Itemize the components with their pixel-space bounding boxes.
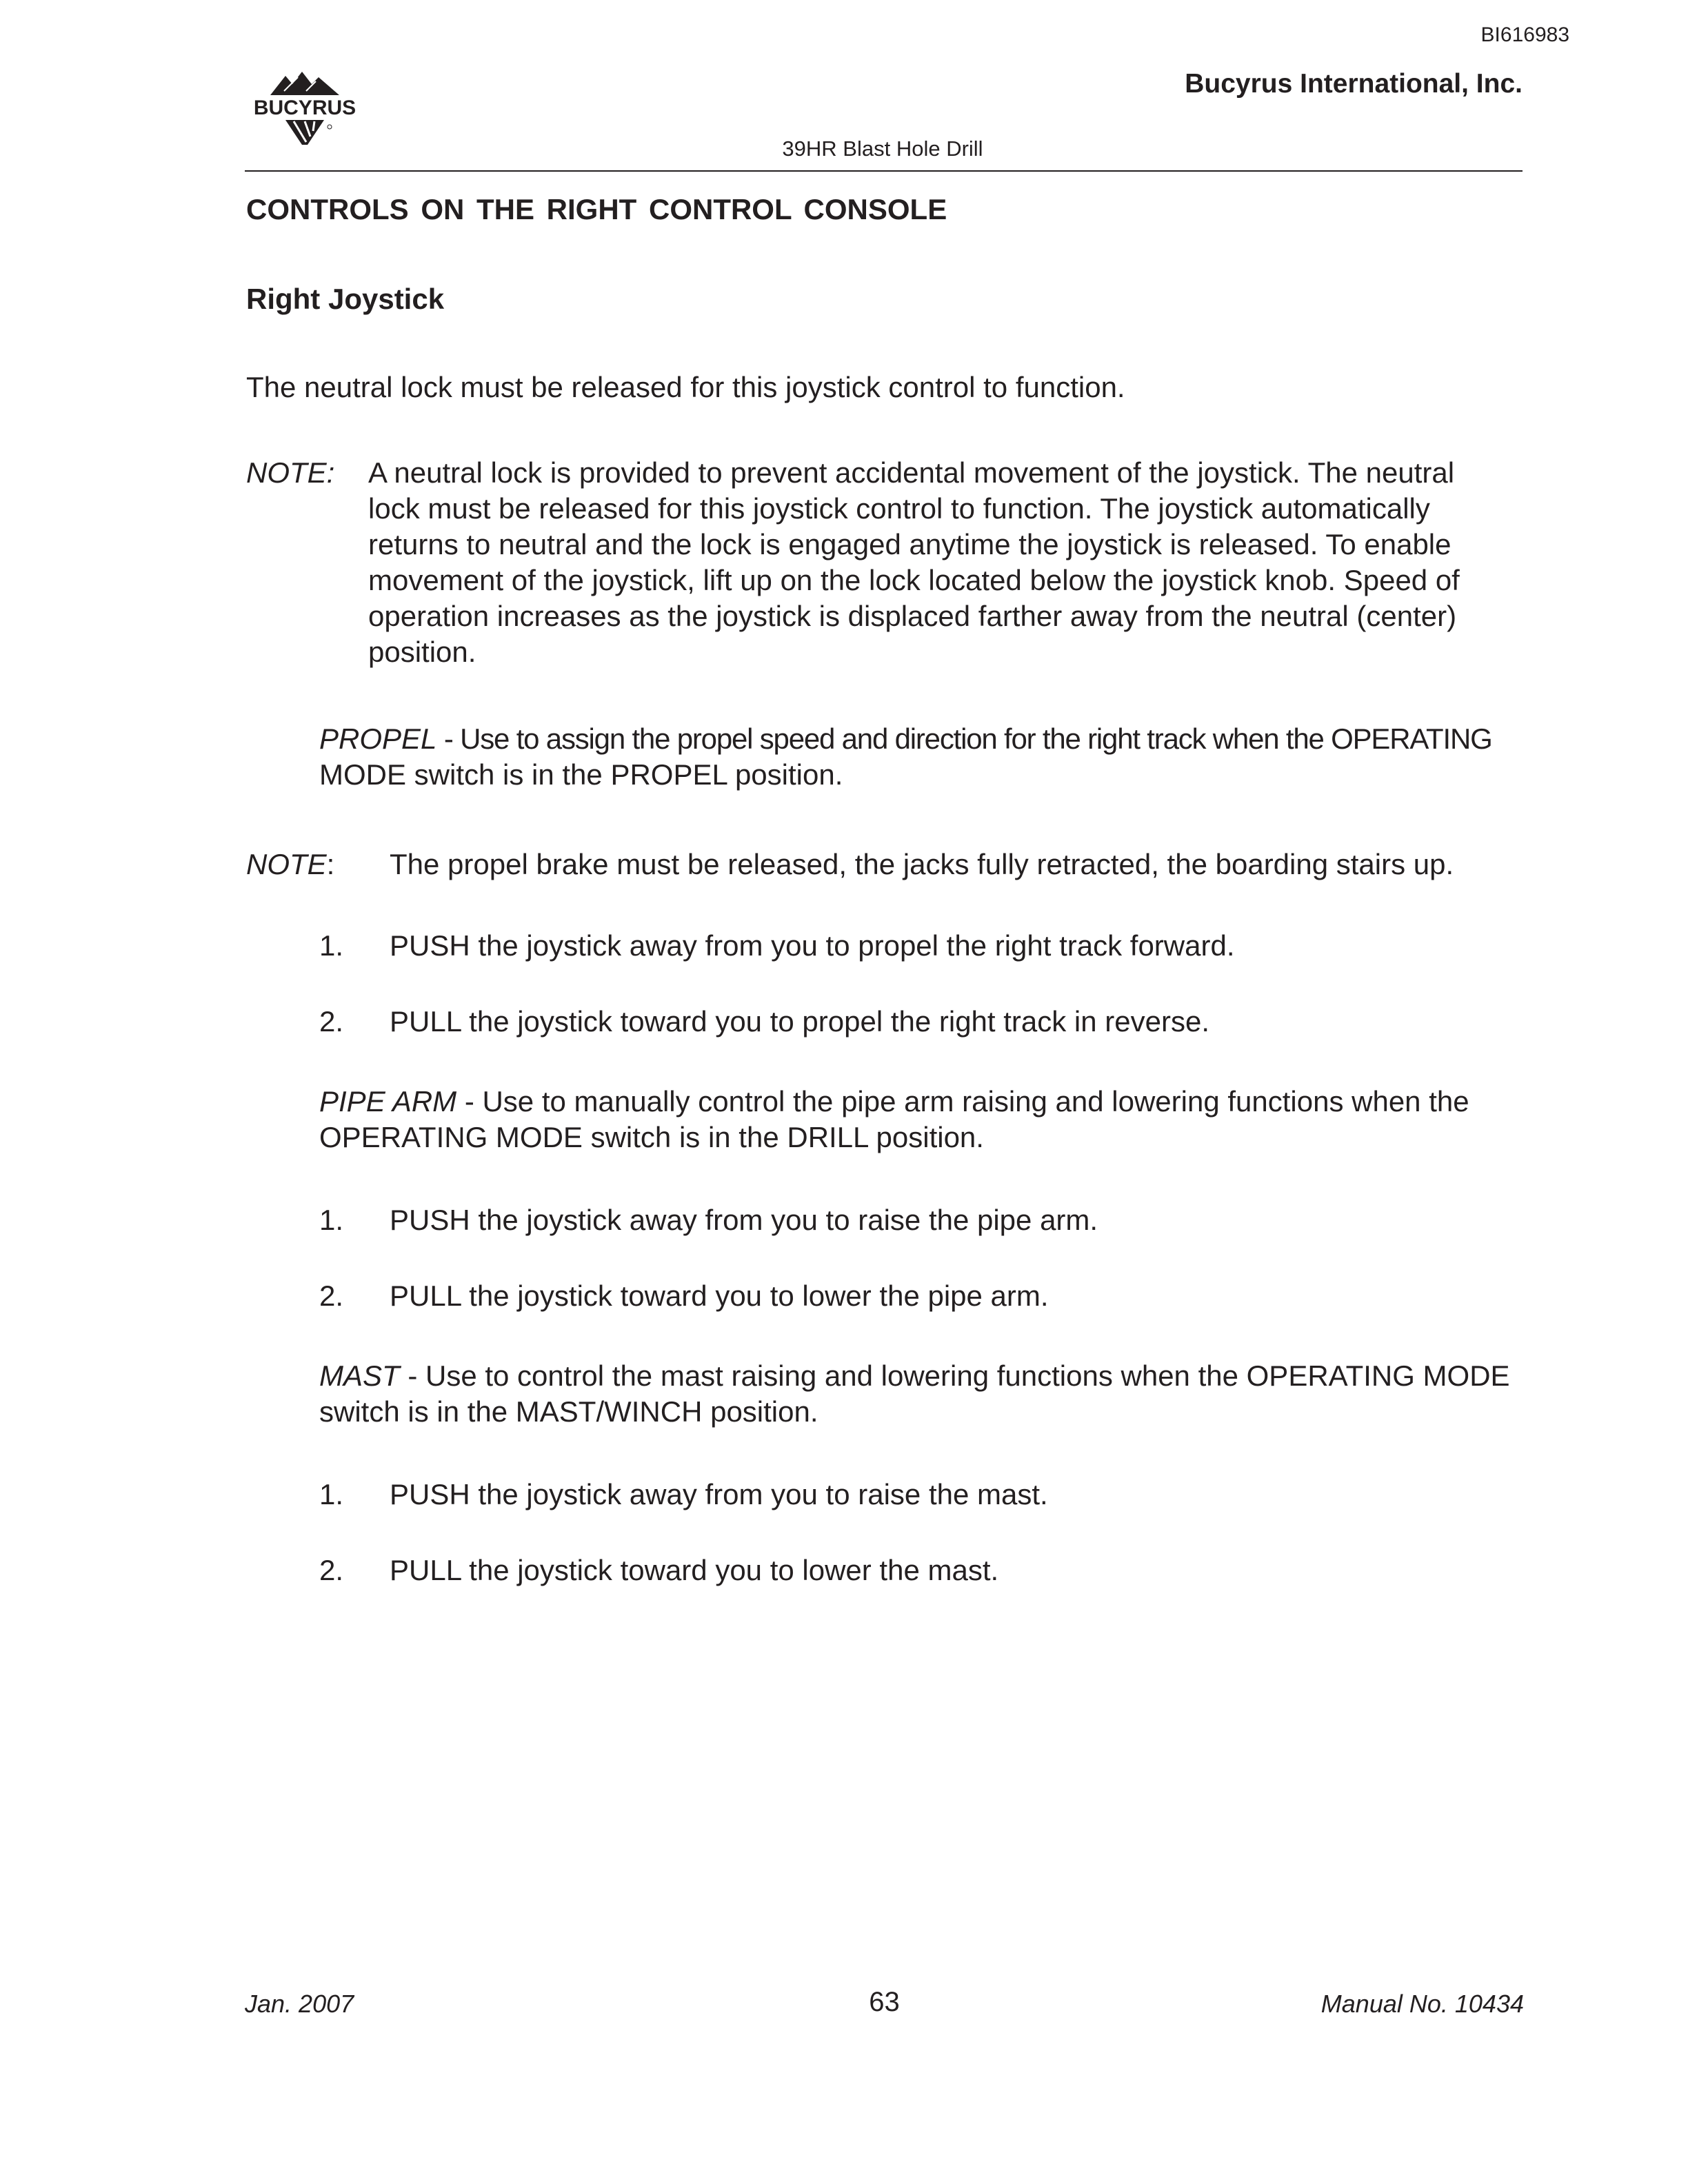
list-number: 2. bbox=[319, 1005, 344, 1038]
list-item: PUSH the joystick away from you to raise the mast. bbox=[390, 1478, 1048, 1510]
mast-line: switch is in the MAST/WINCH position. bbox=[319, 1395, 818, 1428]
list-item: PULL the joystick toward you to lower the mast. bbox=[390, 1554, 999, 1586]
page-number: 63 bbox=[869, 1987, 900, 2017]
note-paragraph bbox=[368, 455, 1554, 670]
mast-label: MAST bbox=[319, 1359, 400, 1392]
pipe-arm-description bbox=[319, 1084, 1533, 1155]
list-number: 1. bbox=[319, 1204, 344, 1236]
list-item: PULL the joystick toward you to lower the pipe arm. bbox=[390, 1280, 1049, 1312]
header-divider bbox=[245, 170, 1523, 172]
logo-wordmark: BUCYRUS bbox=[253, 97, 356, 119]
list-number: 1. bbox=[319, 1478, 344, 1510]
mast-description bbox=[319, 1358, 1533, 1430]
pipe-arm-line: - Use to manually control the pipe arm raising and lowering functions when the bbox=[456, 1085, 1469, 1118]
list-item: PULL the joystick toward you to propel the right track in reverse. bbox=[390, 1005, 1210, 1038]
section-title: CONTROLS ON THE RIGHT CONTROL CONSOLE bbox=[246, 193, 947, 225]
note-label: NOTE: bbox=[246, 456, 335, 489]
list-item: PUSH the joystick away from you to raise the pipe arm. bbox=[390, 1204, 1098, 1236]
pipe-arm-line: OPERATING MODE switch is in the DRILL position. bbox=[319, 1121, 984, 1153]
document-id: BI616983 bbox=[1480, 23, 1569, 46]
company-name: Bucyrus International, Inc. bbox=[1185, 69, 1523, 99]
note-line: position. bbox=[368, 636, 476, 668]
note-line: movement of the joystick, lift up on the lock located below the joystick knob. Speed of bbox=[368, 564, 1460, 596]
propel-line: - Use to assign the propel speed and direction for the right track when the OPERATING bbox=[436, 722, 1492, 755]
note-line: returns to neutral and the lock is engaged anytime the joystick is released. To enable bbox=[368, 528, 1451, 560]
manual-number: Manual No. 10434 bbox=[1320, 1990, 1524, 2018]
footer-date: Jan. 2007 bbox=[245, 1990, 354, 2018]
mast-line: - Use to control the mast raising and lowering functions when the OPERATING MODE bbox=[399, 1359, 1510, 1392]
note-label: NOTE: bbox=[246, 848, 335, 880]
list-item: PUSH the joystick away from you to propel the right track forward. bbox=[390, 929, 1235, 962]
pipe-arm-label: PIPE ARM bbox=[319, 1085, 457, 1118]
subheading: Right Joystick bbox=[246, 283, 445, 315]
propel-line: MODE switch is in the PROPEL position. bbox=[319, 758, 843, 791]
note-paragraph: The propel brake must be released, the jacks fully retracted, the boarding stairs up. bbox=[390, 848, 1454, 880]
note-line: A neutral lock is provided to prevent accidental movement of the joystick. The neutral bbox=[368, 456, 1455, 489]
intro-paragraph: The neutral lock must be released for this joystick control to function. bbox=[246, 371, 1125, 403]
list-number: 2. bbox=[319, 1280, 344, 1312]
list-number: 1. bbox=[319, 929, 344, 962]
propel-description bbox=[319, 721, 1533, 793]
document-subtitle: 39HR Blast Hole Drill bbox=[782, 136, 983, 161]
note-line: lock must be released for this joystick control to function. The joystick automatically bbox=[368, 492, 1430, 525]
propel-label: PROPEL bbox=[319, 722, 437, 755]
list-number: 2. bbox=[319, 1554, 344, 1586]
note-line: operation increases as the joystick is displaced farther away from the neutral (center) bbox=[368, 600, 1457, 632]
